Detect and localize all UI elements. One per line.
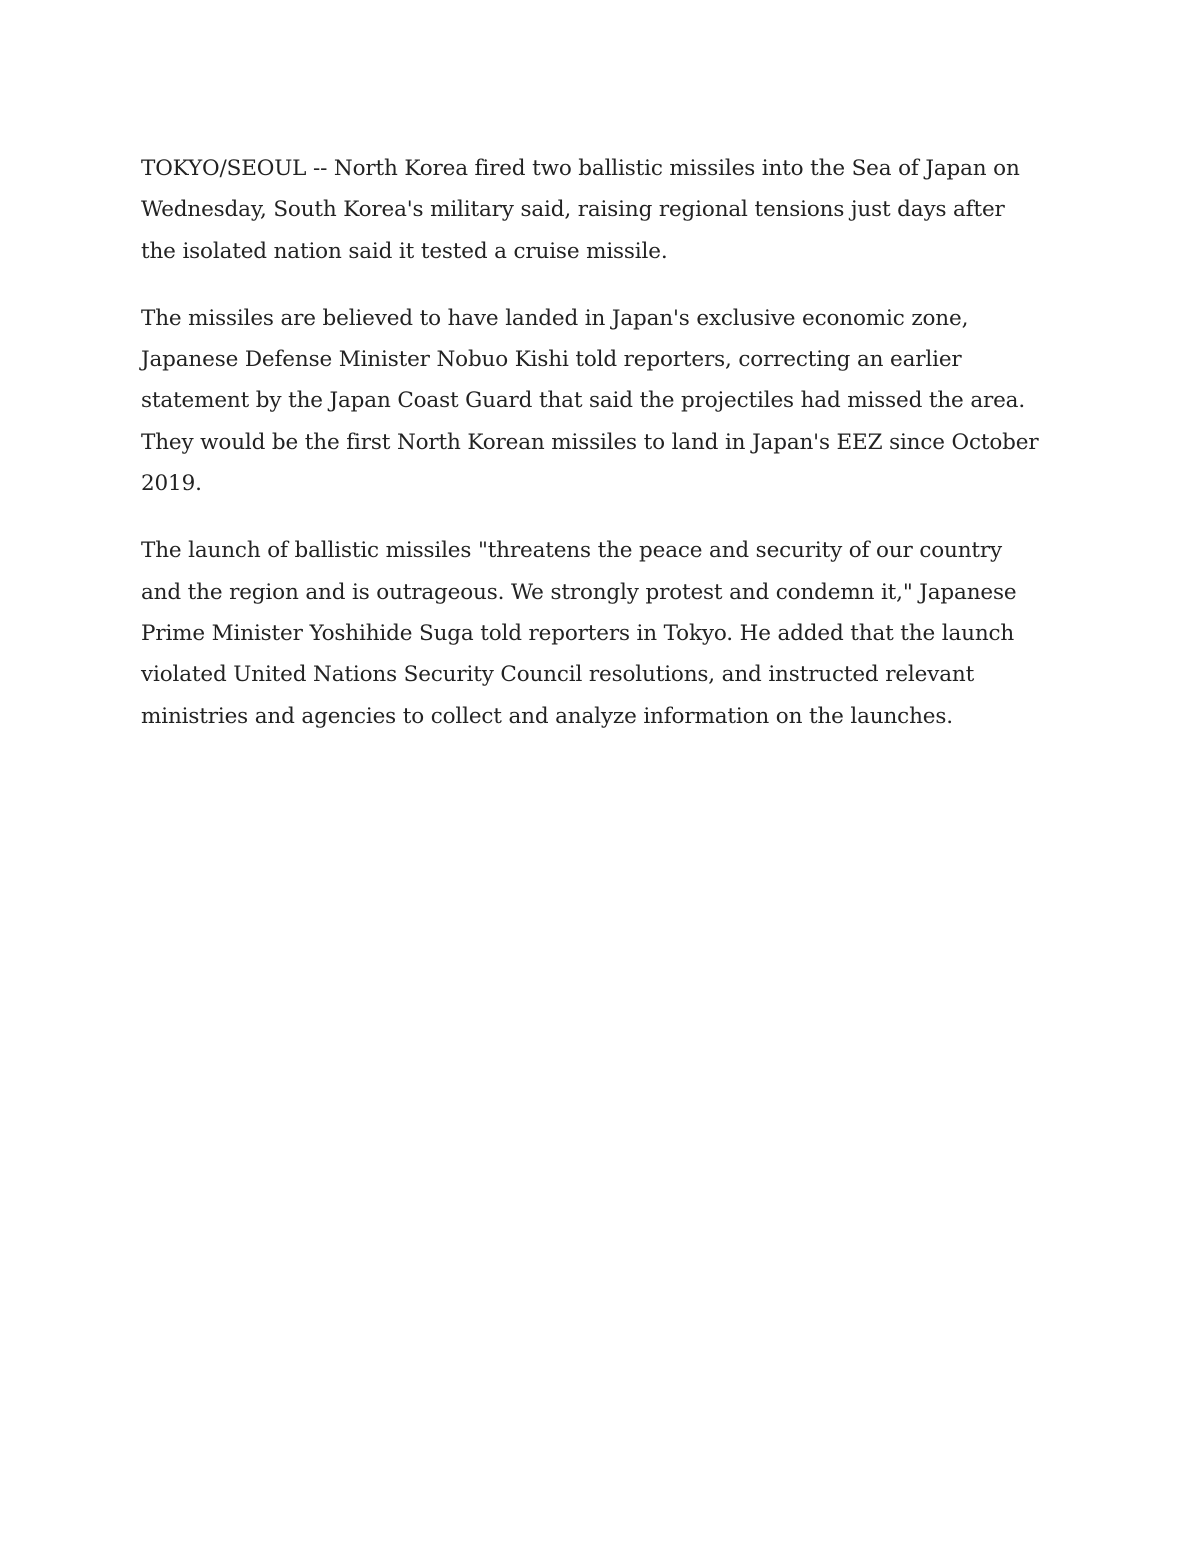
article-paragraph-2: The missiles are believed to have landed in Japan's exclusive economic zone, Japanese Defense Minister Nobuo Kishi told reporters, correcting an earlier statement by the Japan Coast Guard that said the projectiles had missed the area. They would be the first North Korean missiles to land in Japan's EEZ since October 2019. — [141, 305, 1039, 497]
article-paragraph-3: The launch of ballistic missiles "threatens the peace and security of our country and the region and is outrageous. We strongly protest and condemn it," Japanese Prime Minister Yoshihide Suga told reporters in Tokyo. He added that the launch violated United Nations Security Council resolutions, and instructed relevant ministries and agencies to collect and analyze information on the launches. — [141, 538, 1017, 729]
article-body — [141, 148, 1046, 763]
article-paragraph-1: TOKYO/SEOUL -- North Korea fired two ballistic missiles into the Sea of Japan on Wednesday, South Korea's military said, raising regional tensions just days after the isolated nation said it tested a cruise missile. — [141, 156, 1020, 264]
